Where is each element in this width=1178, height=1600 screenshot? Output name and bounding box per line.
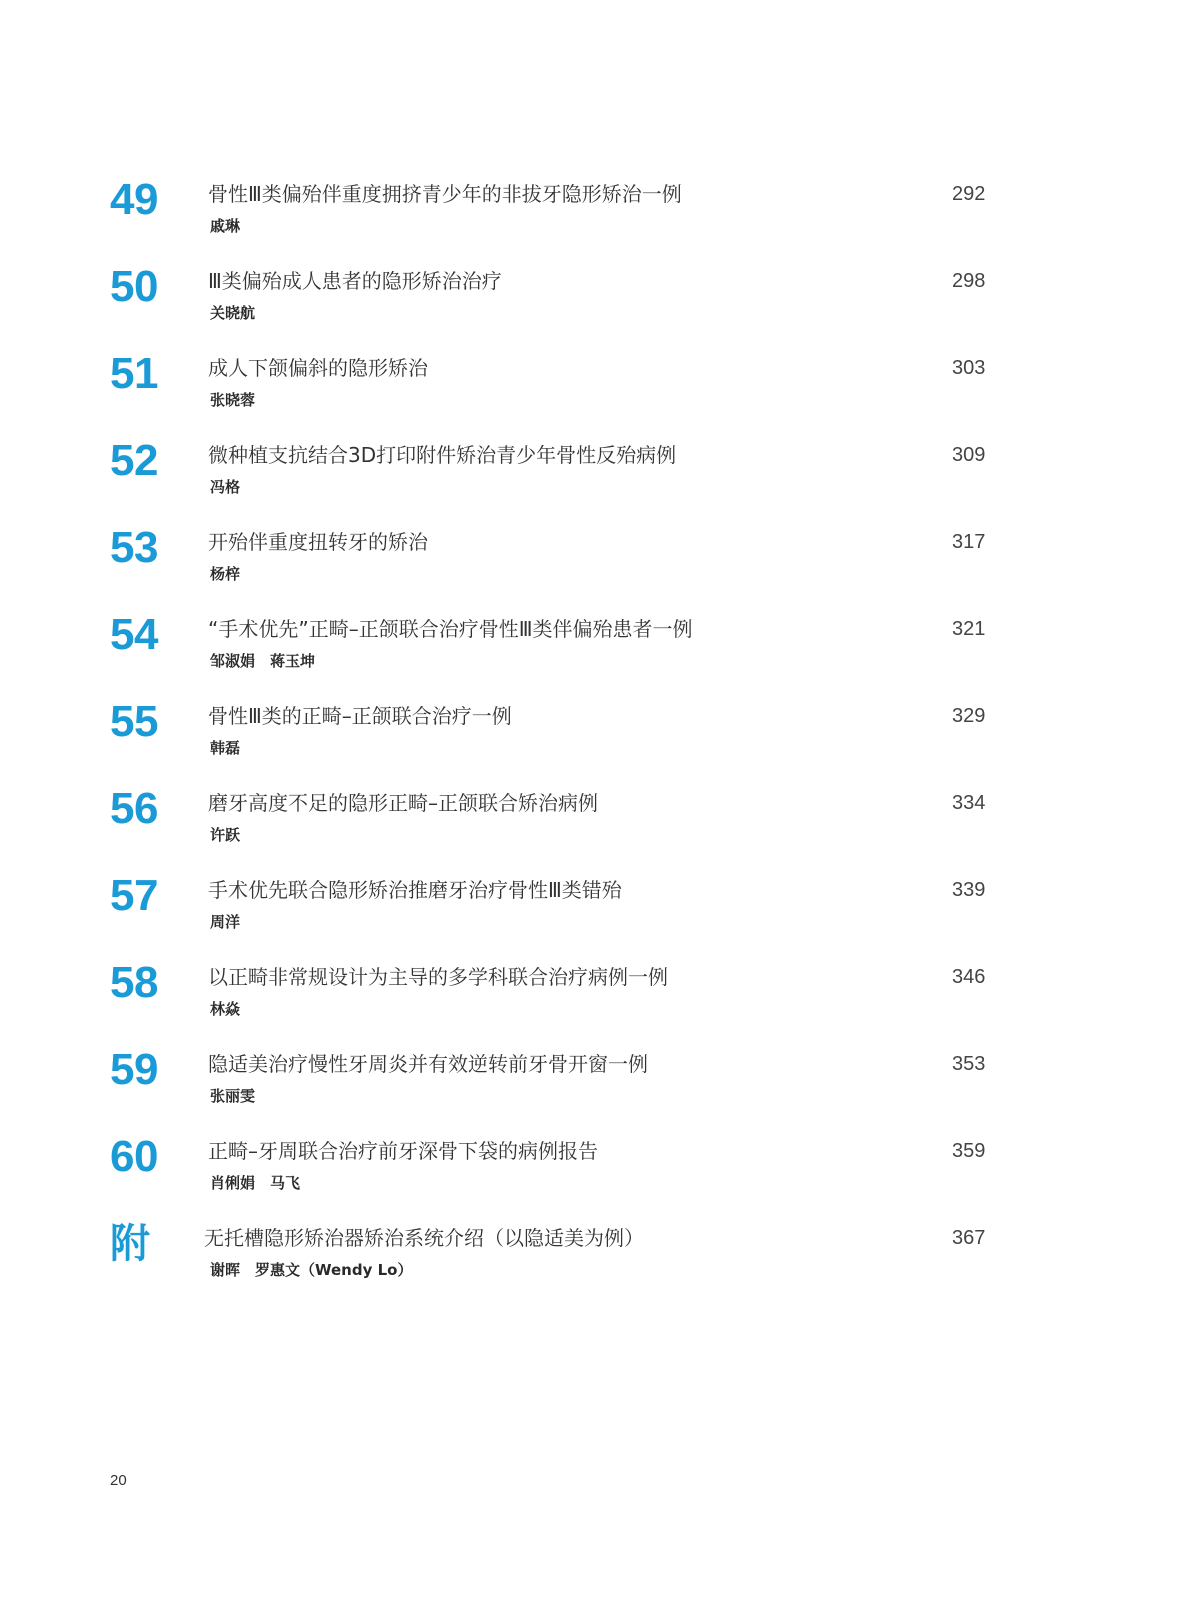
chapter-title[interactable]: 隐适美治疗慢性牙周炎并有效逆转前牙骨开窗一例 (208, 1052, 648, 1076)
chapter-page[interactable]: 346 (952, 966, 986, 988)
chapter-author: 邹淑娟 蒋玉坤 (210, 652, 316, 670)
chapter-page[interactable]: 303 (952, 357, 986, 379)
chapter-title[interactable]: 磨牙高度不足的隐形正畸–正颌联合矫治病例 (208, 791, 598, 815)
toc-entry[interactable] (0, 431, 1178, 518)
toc-entry[interactable] (0, 257, 1178, 344)
toc-entry[interactable] (0, 953, 1178, 1040)
chapter-number: 55 (110, 697, 158, 746)
chapter-author: 周洋 (210, 913, 241, 931)
chapter-page[interactable]: 367 (952, 1227, 986, 1249)
appendix-marker: 附 (110, 1222, 150, 1266)
chapter-title[interactable]: 无托槽隐形矫治器矫治系统介绍（以隐适美为例） (204, 1226, 644, 1250)
chapter-author: 张晓蓉 (210, 391, 256, 409)
toc-entry[interactable] (0, 344, 1178, 431)
chapter-title[interactable]: Ⅲ类偏殆成人患者的隐形矫治治疗 (208, 269, 502, 293)
toc-entry[interactable] (0, 1127, 1178, 1214)
chapter-author: 关晓航 (210, 304, 256, 322)
chapter-author: 许跃 (210, 826, 241, 844)
chapter-number: 52 (110, 436, 158, 485)
chapter-number: 60 (110, 1132, 158, 1181)
toc-entry[interactable] (0, 518, 1178, 605)
chapter-title[interactable]: 以正畸非常规设计为主导的多学科联合治疗病例一例 (208, 965, 668, 989)
page-number: 20 (110, 1472, 127, 1489)
chapter-author: 韩磊 (210, 739, 241, 757)
chapter-author: 冯格 (210, 478, 241, 496)
chapter-author: 谢晖 罗惠文（Wendy Lo） (210, 1261, 413, 1279)
chapter-page[interactable]: 309 (952, 444, 986, 466)
chapter-number: 51 (110, 349, 158, 398)
chapter-title[interactable]: 骨性Ⅲ类偏殆伴重度拥挤青少年的非拔牙隐形矫治一例 (208, 182, 682, 206)
chapter-number: 57 (110, 871, 158, 920)
chapter-page[interactable]: 292 (952, 183, 986, 205)
chapter-author: 杨梓 (210, 565, 241, 583)
chapter-author: 张丽雯 (210, 1087, 256, 1105)
chapter-title[interactable]: 正畸–牙周联合治疗前牙深骨下袋的病例报告 (208, 1139, 598, 1163)
chapter-title[interactable]: 手术优先联合隐形矫治推磨牙治疗骨性Ⅲ类错殆 (208, 878, 622, 902)
chapter-title[interactable]: 骨性Ⅲ类的正畸–正颌联合治疗一例 (208, 704, 512, 728)
toc-entry[interactable] (0, 605, 1178, 692)
chapter-number: 53 (110, 523, 158, 572)
toc-entry[interactable] (0, 692, 1178, 779)
table-of-contents (0, 170, 1178, 1301)
chapter-number: 59 (110, 1045, 158, 1094)
chapter-page[interactable]: 329 (952, 705, 986, 727)
chapter-page[interactable]: 359 (952, 1140, 986, 1162)
chapter-author: 戚琳 (210, 217, 241, 235)
chapter-page[interactable]: 317 (952, 531, 986, 553)
chapter-title[interactable]: 开殆伴重度扭转牙的矫治 (208, 530, 428, 554)
chapter-number: 58 (110, 958, 158, 1007)
toc-entry[interactable] (0, 866, 1178, 953)
chapter-page[interactable]: 339 (952, 879, 986, 901)
chapter-number: 54 (110, 610, 158, 659)
chapter-author: 肖俐娟 马飞 (210, 1174, 301, 1192)
chapter-number: 50 (110, 262, 158, 311)
toc-entry[interactable] (0, 170, 1178, 257)
chapter-page[interactable]: 321 (952, 618, 986, 640)
chapter-title[interactable]: 成人下颌偏斜的隐形矫治 (208, 356, 428, 380)
toc-entry[interactable] (0, 779, 1178, 866)
chapter-number: 49 (110, 175, 158, 224)
chapter-title[interactable]: 微种植支抗结合3D打印附件矫治青少年骨性反殆病例 (208, 443, 677, 467)
chapter-page[interactable]: 334 (952, 792, 986, 814)
chapter-author: 林焱 (210, 1000, 241, 1018)
chapter-page[interactable]: 298 (952, 270, 986, 292)
chapter-page[interactable]: 353 (952, 1053, 986, 1075)
toc-entry-appendix[interactable] (0, 1214, 1178, 1301)
chapter-title[interactable]: “手术优先”正畸–正颌联合治疗骨性Ⅲ类伴偏殆患者一例 (208, 617, 693, 641)
toc-entry[interactable] (0, 1040, 1178, 1127)
chapter-number: 56 (110, 784, 158, 833)
